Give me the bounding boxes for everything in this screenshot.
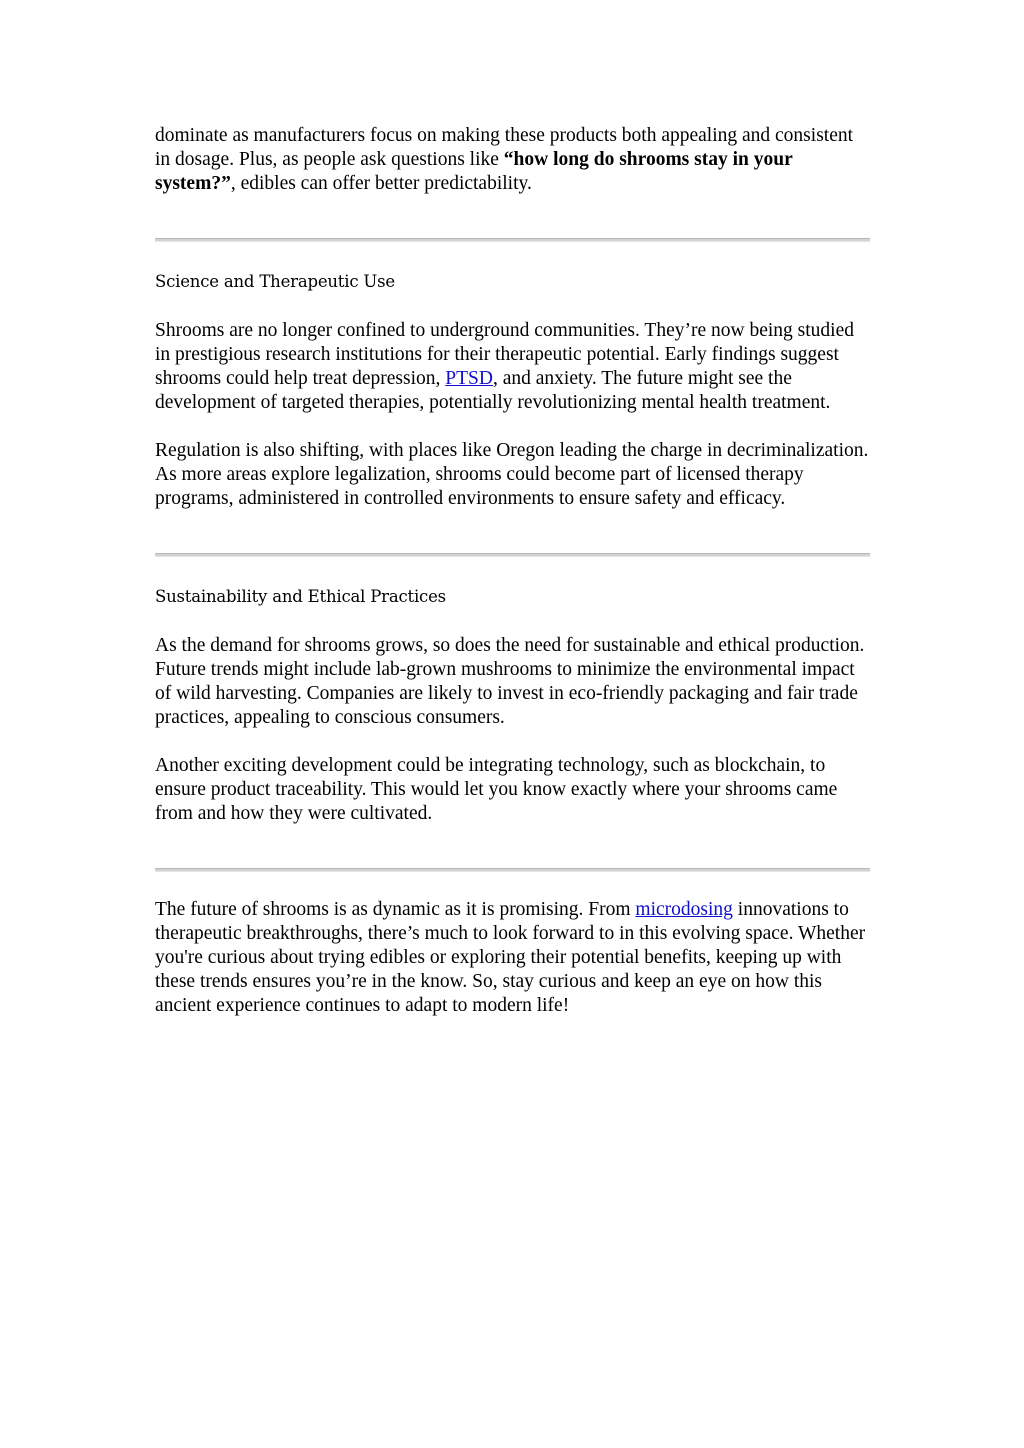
conclusion-text-before: The future of shrooms is as dynamic as it is promising. From bbox=[155, 899, 636, 920]
science-p1-text-after: , and anxiety. The future might see the development of targeted therapies, potentially revolutionizing mental health treatment. bbox=[155, 368, 831, 413]
microdosing-link[interactable]: microdosing bbox=[635, 899, 733, 920]
section-divider bbox=[155, 553, 870, 557]
section-divider bbox=[155, 868, 870, 872]
conclusion-text-after: innovations to therapeutic breakthroughs, there’s much to look forward to in this evolving space. Whether you're curious about trying edibles or exploring their potential benefits, keeping up with these trends ensures you’re in the know. So, stay curious and keep an eye on how this ancient experience continues to adapt to modern life! bbox=[155, 899, 866, 1016]
intro-text-after: , edibles can offer better predictability. bbox=[230, 173, 532, 194]
conclusion-paragraph bbox=[155, 898, 870, 1018]
science-p1-text-before: Shrooms are no longer confined to underground communities. They’re now being studied in prestigious research institutions for their therapeutic potential. Early findings suggest shrooms could help treat depression, bbox=[155, 320, 854, 389]
science-heading: Science and Therapeutic Use bbox=[155, 272, 395, 291]
sustainability-paragraph-2: Another exciting development could be integrating technology, such as blockchain, to ensure product traceability. This would let you know exactly where your shrooms came from and how they were cultivated. bbox=[155, 755, 838, 824]
ptsd-link[interactable]: PTSD bbox=[445, 368, 493, 389]
science-paragraph-2: Regulation is also shifting, with places like Oregon leading the charge in decriminalization. As more areas explore legalization, shrooms could become part of licensed therapy programs, administered in controlled environments to ensure safety and efficacy. bbox=[155, 440, 869, 509]
science-paragraph-1 bbox=[155, 319, 870, 415]
document-page bbox=[155, 124, 870, 1018]
section-divider bbox=[155, 238, 870, 242]
sustainability-heading: Sustainability and Ethical Practices bbox=[155, 587, 446, 606]
intro-bold-question: “how long do shrooms stay in your system?” bbox=[155, 149, 793, 194]
intro-paragraph bbox=[155, 124, 870, 196]
sustainability-paragraph-1: As the demand for shrooms grows, so does the need for sustainable and ethical production. Future trends might include lab-grown mushrooms to minimize the environmental impact of wild harvesting. Companies are likely to invest in eco-friendly packaging and fair trade practices, appealing to conscious consumers. bbox=[155, 635, 865, 728]
intro-text-before: dominate as manufacturers focus on making these products both appealing and consistent in dosage. Plus, as people ask questions like bbox=[155, 125, 854, 170]
